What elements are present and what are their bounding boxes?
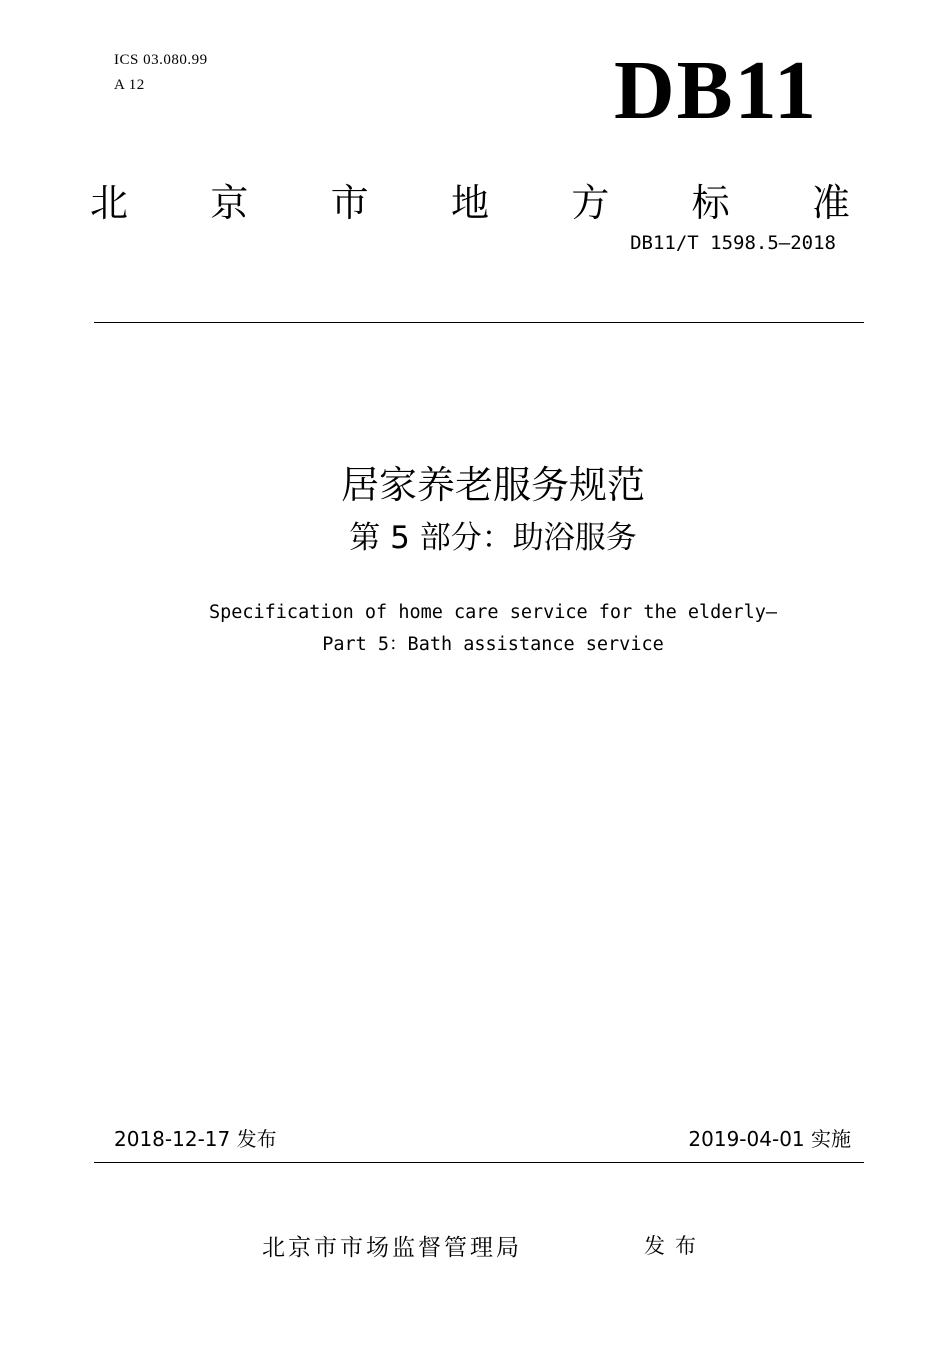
standard-kind-char: 京 — [210, 181, 249, 225]
issuing-authority: 北京市市场监督管理局 — [262, 1235, 522, 1261]
publish-date: 2018-12-17 发布 — [114, 1127, 277, 1151]
standard-kind — [90, 178, 850, 228]
db-mark: DB11 — [613, 44, 818, 137]
category-code: A 12 — [114, 77, 145, 93]
subtitle-chinese: 第 5 部分：助浴服务 — [349, 520, 637, 556]
standard-kind-char: 市 — [330, 181, 369, 225]
standard-kind-char: 准 — [811, 181, 850, 225]
bottom-divider — [94, 1162, 864, 1163]
title-english — [0, 597, 950, 661]
effective-date: 2019-04-01 实施 — [688, 1127, 851, 1151]
top-divider — [94, 322, 864, 323]
title-english-line-1: Specification of home care service for the elderly— — [208, 602, 778, 623]
standard-code: DB11/T 1598.5—2018 — [630, 232, 836, 254]
standard-kind-char: 标 — [691, 181, 730, 225]
classification-block — [114, 48, 208, 98]
ics-code: ICS 03.080.99 — [114, 52, 208, 68]
title-english-line-2: Part 5：Bath assistance service — [322, 634, 664, 655]
title-chinese: 居家养老服务规范 — [340, 463, 645, 507]
issue-action: 发布 — [644, 1234, 706, 1258]
standard-kind-char: 地 — [450, 181, 489, 225]
standard-kind-char: 方 — [571, 181, 610, 225]
standard-kind-char: 北 — [90, 181, 129, 225]
